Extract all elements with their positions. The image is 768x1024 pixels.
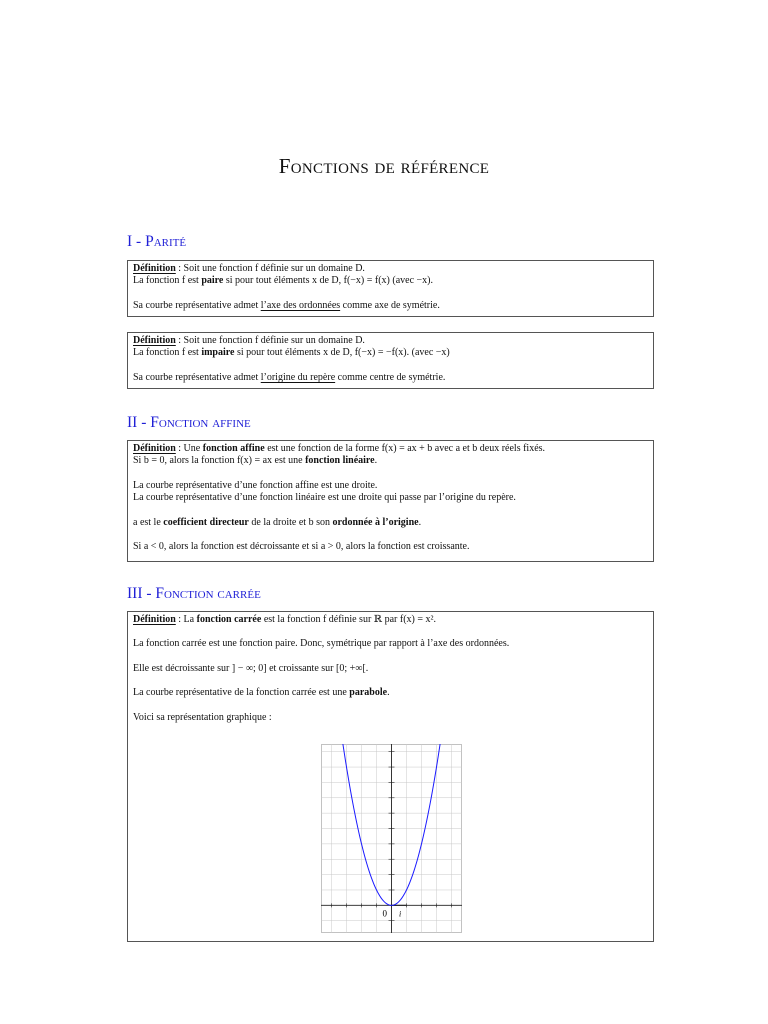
text: Elle est décroissante sur ] − ∞; 0] et croissante sur [0; +∞[. xyxy=(133,662,369,674)
text: La fonction f est xyxy=(133,347,202,359)
text: . xyxy=(374,455,378,467)
text: a est le xyxy=(133,516,164,528)
text: est une fonction de la forme f(x) = ax + b avec a et b deux réels fixés. xyxy=(264,443,546,454)
text: comme axe de symétrie. xyxy=(340,299,440,311)
definition-box-paire xyxy=(127,260,654,317)
text: . xyxy=(418,516,422,528)
text: : La xyxy=(175,614,197,625)
text: La fonction carrée est une fonction paire. Donc, symétrique par rapport à l’axe des ordonnées. xyxy=(133,638,510,650)
text: La fonction f est xyxy=(133,275,202,287)
section-heading-fonction-affine xyxy=(127,414,251,432)
definition-box-affine xyxy=(127,440,654,562)
keyword: paire xyxy=(201,275,224,287)
section-number: III - xyxy=(127,585,156,602)
text: est la fonction f définie sur ℝ par f(x) = x². xyxy=(261,614,436,625)
section-title: Fonction carrée xyxy=(155,585,261,602)
unit-vector-label: i xyxy=(399,909,402,919)
text: si pour tout éléments x de D, f(−x) = −f(x). (avec −x) xyxy=(234,347,450,359)
underlined-text: l’axe des ordonnées xyxy=(260,299,341,311)
origin-label: 0 xyxy=(382,908,387,919)
text: Voici sa représentation graphique : xyxy=(133,711,272,723)
text: de la droite et b son xyxy=(248,516,333,528)
text: La courbe représentative de la fonction carrée est une xyxy=(133,687,350,699)
text: : Une xyxy=(175,443,203,454)
keyword: fonction affine xyxy=(202,443,265,454)
section-number: I - xyxy=(127,233,146,250)
text: La courbe représentative d’une fonction linéaire est une droite qui passe par l’origine du repère. xyxy=(133,492,516,504)
text: comme centre de symétrie. xyxy=(335,371,446,383)
section-title: Fonction affine xyxy=(150,414,251,431)
section-title: Parité xyxy=(145,233,187,250)
section-heading-parite xyxy=(127,233,186,251)
text: : Soit une fonction f définie sur un domaine D. xyxy=(175,335,365,346)
parabola-graph xyxy=(321,744,462,933)
text: Si b = 0, alors la fonction f(x) = ax est une xyxy=(133,455,306,467)
keyword: fonction carrée xyxy=(196,614,262,625)
definition-label: Définition xyxy=(133,263,176,274)
keyword: impaire xyxy=(201,347,235,359)
definition-label: Définition xyxy=(133,614,176,625)
section-heading-fonction-carree xyxy=(127,585,261,603)
keyword: fonction linéaire xyxy=(305,455,375,467)
text: : Soit une fonction f définie sur un domaine D. xyxy=(175,263,365,274)
keyword: parabole xyxy=(349,687,388,699)
text: Sa courbe représentative admet xyxy=(133,299,261,311)
definition-box-impaire xyxy=(127,332,654,389)
page-title: Fonctions de référence xyxy=(278,154,490,178)
section-number: II - xyxy=(127,414,151,431)
text: si pour tout éléments x de D, f(−x) = f(x) (avec −x). xyxy=(223,275,433,287)
keyword: coefficient directeur xyxy=(163,516,249,528)
keyword: ordonnée à l’origine xyxy=(332,516,419,528)
text: La courbe représentative d’une fonction affine est une droite. xyxy=(133,479,378,491)
definition-label: Définition xyxy=(133,335,176,346)
text: Sa courbe représentative admet xyxy=(133,371,261,383)
underlined-text: l’origine du repère xyxy=(260,371,336,383)
text: . xyxy=(387,687,390,699)
text: Si a < 0, alors la fonction est décroissante et si a > 0, alors la fonction est croissante. xyxy=(133,541,470,553)
axes xyxy=(321,744,462,933)
definition-label: Définition xyxy=(133,443,176,454)
